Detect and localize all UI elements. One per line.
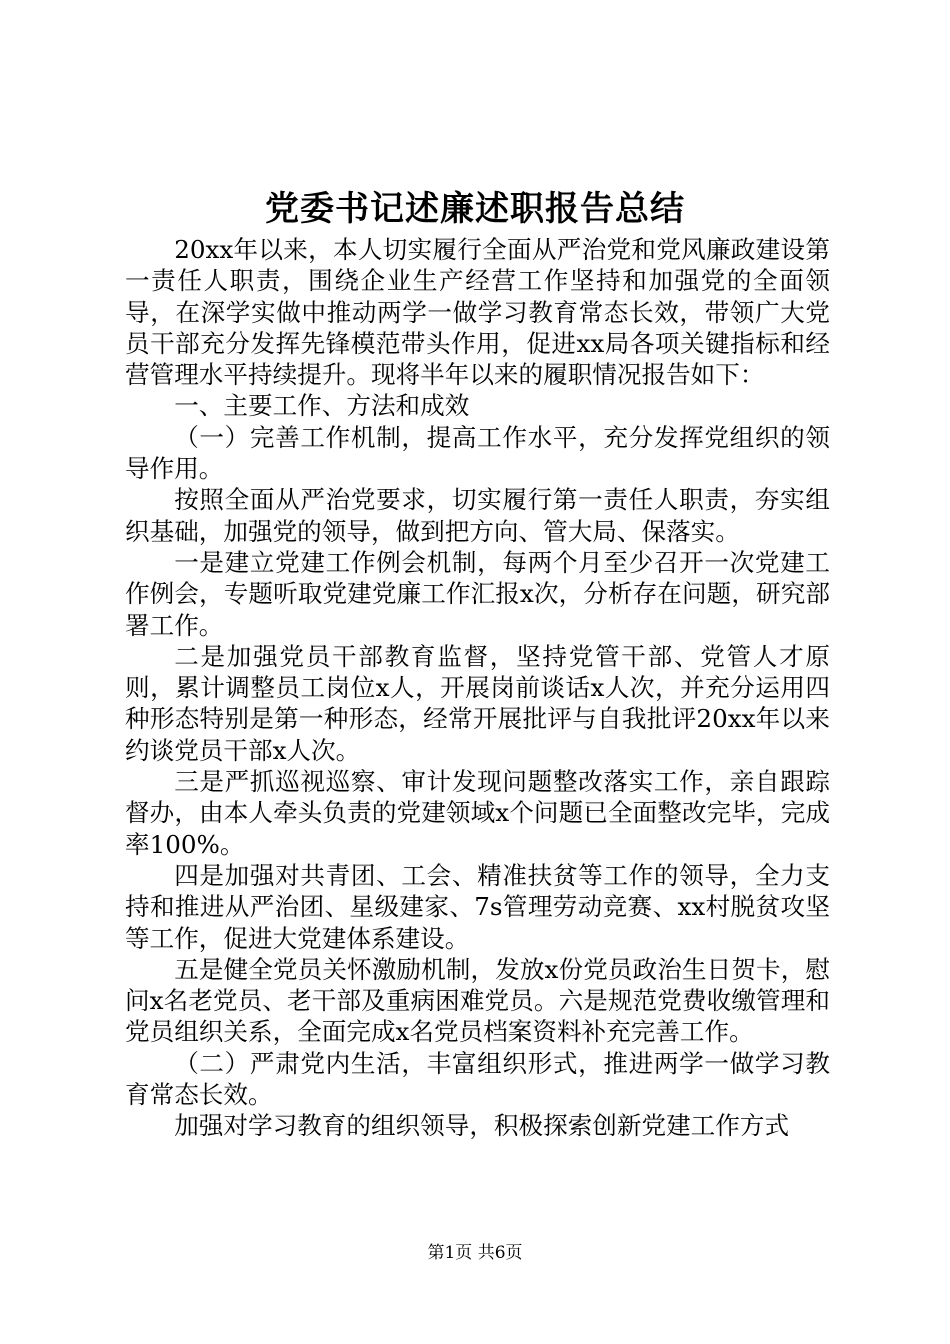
subsection-heading-2: （二）严肃党内生活，丰富组织形式，推进两学一做学习教育常态长效。 bbox=[125, 1048, 830, 1110]
section-heading-main-work: 一、主要工作、方法和成效 bbox=[174, 391, 470, 421]
paragraph-requirements: 按照全面从严治党要求，切实履行第一责任人职责，夯实组织基础，加强党的领导，做到把方向、管大局、保落实。 bbox=[125, 485, 830, 546]
document-body bbox=[125, 234, 830, 1142]
paragraph-item-3: 三是严抓巡视巡察、审计发现问题整改落实工作，亲自跟踪督办，由本人牵头负责的党建领域x个问题已全面整改完毕，完成率100%。 bbox=[125, 767, 830, 859]
document-title: 党委书记述廉述职报告总结 bbox=[265, 189, 685, 229]
paragraph-item-4: 四是加强对共青团、工会、精准扶贫等工作的领导，全力支持和推进从严治团、星级建家、7s管理劳动竞赛、xx村脱贫攻坚等工作，促进大党建体系建设。 bbox=[125, 860, 830, 953]
paragraph-item-1: 一是建立党建工作例会机制，每两个月至少召开一次党建工作例会，专题听取党建党廉工作汇报x次，分析存在问题，研究部署工作。 bbox=[125, 547, 830, 640]
paragraph-item-5-6: 五是健全党员关怀激励机制，发放x份党员政治生日贺卡，慰问x名老党员、老干部及重病困难党员。六是规范党费收缴管理和党员组织关系，全面完成x名党员档案资料补充完善工作。 bbox=[125, 954, 830, 1047]
paragraph-intro: 20xx年以来，本人切实履行全面从严治党和党风廉政建设第一责任人职责，围绕企业生产经营工作坚持和加强党的全面领导，在深学实做中推动两学一做学习教育常态长效，带领广大党员干部充分发挥先锋模范带头作用，促进xx局各项关键指标和经营管理水平持续提升。现将半年以来的履职情况报告如下： bbox=[125, 235, 830, 390]
subsection-heading-1: （一）完善工作机制，提高工作水平，充分发挥党组织的领导作用。 bbox=[125, 422, 830, 484]
paragraph-study-education: 加强对学习教育的组织领导，积极探索创新党建工作方式 bbox=[174, 1111, 790, 1141]
page-number-footer: 第1页 共6页 bbox=[427, 1243, 523, 1263]
paragraph-item-2: 二是加强党员干部教育监督，坚持党管干部、党管人才原则，累计调整员工岗位x人，开展岗前谈话x人次，并充分运用四种形态特别是第一种形态，经常开展批评与自我批评20xx年以来约谈党员干部x人次。 bbox=[125, 641, 830, 765]
